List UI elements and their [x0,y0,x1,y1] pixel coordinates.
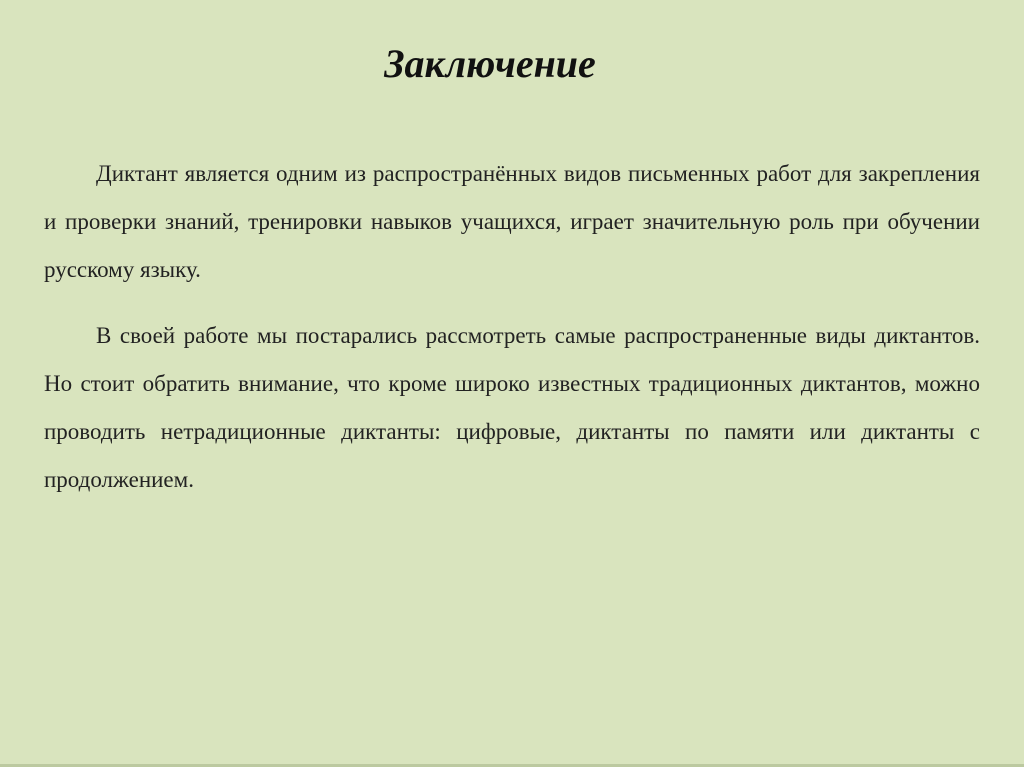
paragraph-2: В своей работе мы постарались рассмотреть самые распространенные виды диктантов. Но стоит обратить внимание, что кроме широко известных традиционных диктантов, можно проводить нетрадиционные диктанты: цифровые, диктанты по памяти или диктанты с продолжением. [44,323,980,492]
paragraph-1: Диктант является одним из распространённых видов письменных работ для закрепления и проверки знаний, тренировки навыков учащихся, играет значительную роль при обучении русскому языку. [44,161,980,282]
slide-body [44,150,980,522]
slide-title: Заключение [384,41,596,86]
